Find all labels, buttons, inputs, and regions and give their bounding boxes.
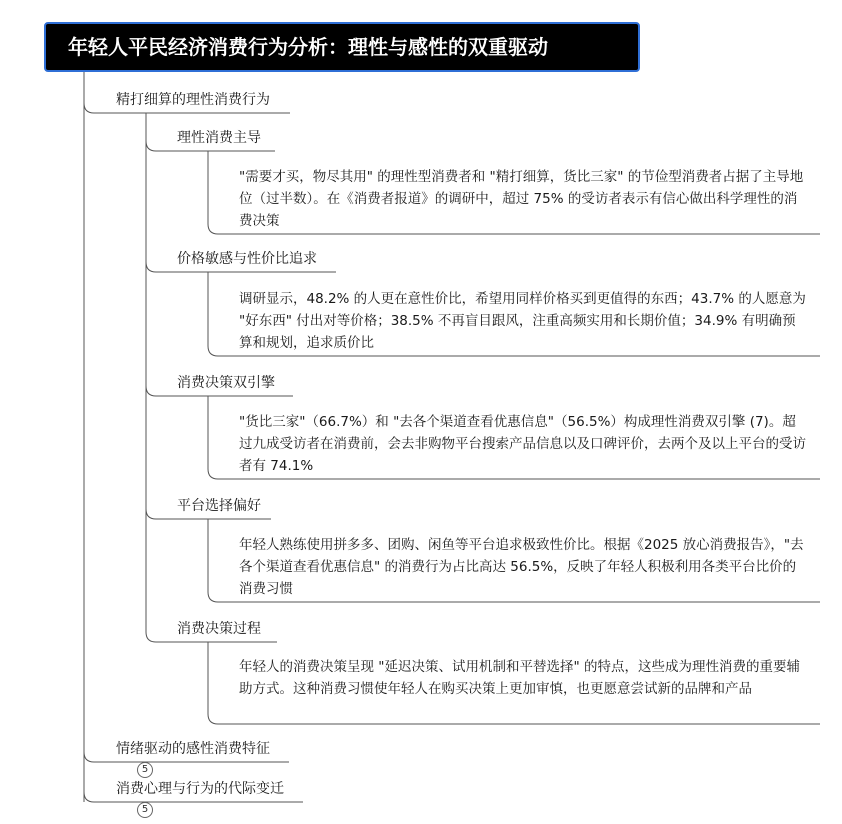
branch-emotional-consumption[interactable]: 情绪驱动的感性消费特征 (116, 741, 270, 757)
topic-platform-preference[interactable]: 平台选择偏好 (177, 498, 261, 514)
note-platform-preference: 年轻人熟练使用拼多多、团购、闲鱼等平台追求极致性价比。根据《2025 放心消费报告》，"去各个渠道查看优惠信息" 的消费行为占比高达 56.5%，反映了年轻人积极利用各类平台比价的消费习惯 (239, 537, 804, 597)
topic-dual-engine[interactable]: 消费决策双引擎 (177, 375, 275, 391)
topic-rational-dominant[interactable]: 理性消费主导 (177, 130, 261, 146)
branch-rational-consumption[interactable]: 精打细算的理性消费行为 (116, 92, 270, 108)
root-topic[interactable]: 年轻人平民经济消费行为分析：理性与感性的双重驱动 (44, 22, 640, 72)
collapsed-count-badge[interactable]: 5 (137, 762, 153, 778)
collapsed-count-badge[interactable]: 5 (137, 802, 153, 818)
note-decision-process: 年轻人的消费决策呈现 "延迟决策、试用机制和平替选择" 的特点，这些成为理性消费的重要辅助方式。这种消费习惯使年轻人在购买决策上更加审慎，也更愿意尝试新的品牌和产品 (239, 659, 801, 697)
topic-price-sensitivity[interactable]: 价格敏感与性价比追求 (177, 251, 317, 267)
branch-generational-change[interactable]: 消费心理与行为的代际变迁 (116, 781, 284, 797)
note-price-sensitivity: 调研显示，48.2% 的人更在意性价比，希望用同样价格买到更值得的东西；43.7% 的人愿意为 "好东西" 付出对等价格；38.5% 不再盲目跟风，注重高频实用和长期价值；34.9% 有明确预算和规划，追求质价比 (239, 291, 806, 351)
topic-decision-process[interactable]: 消费决策过程 (177, 621, 261, 637)
note-dual-engine: "货比三家"（66.7%）和 "去各个渠道查看优惠信息"（56.5%）构成理性消费双引擎 (7)。超过九成受访者在消费前，会去非购物平台搜索产品信息以及口碑评价，去两个及以上平台的受访者有 74.1% (239, 414, 806, 474)
note-rational-dominant: "需要才买，物尽其用" 的理性型消费者和 "精打细算，货比三家" 的节俭型消费者占据了主导地位（过半数）。在《消费者报道》的调研中，超过 75% 的受访者表示有信心做出科学理性的消费决策 (239, 169, 804, 229)
